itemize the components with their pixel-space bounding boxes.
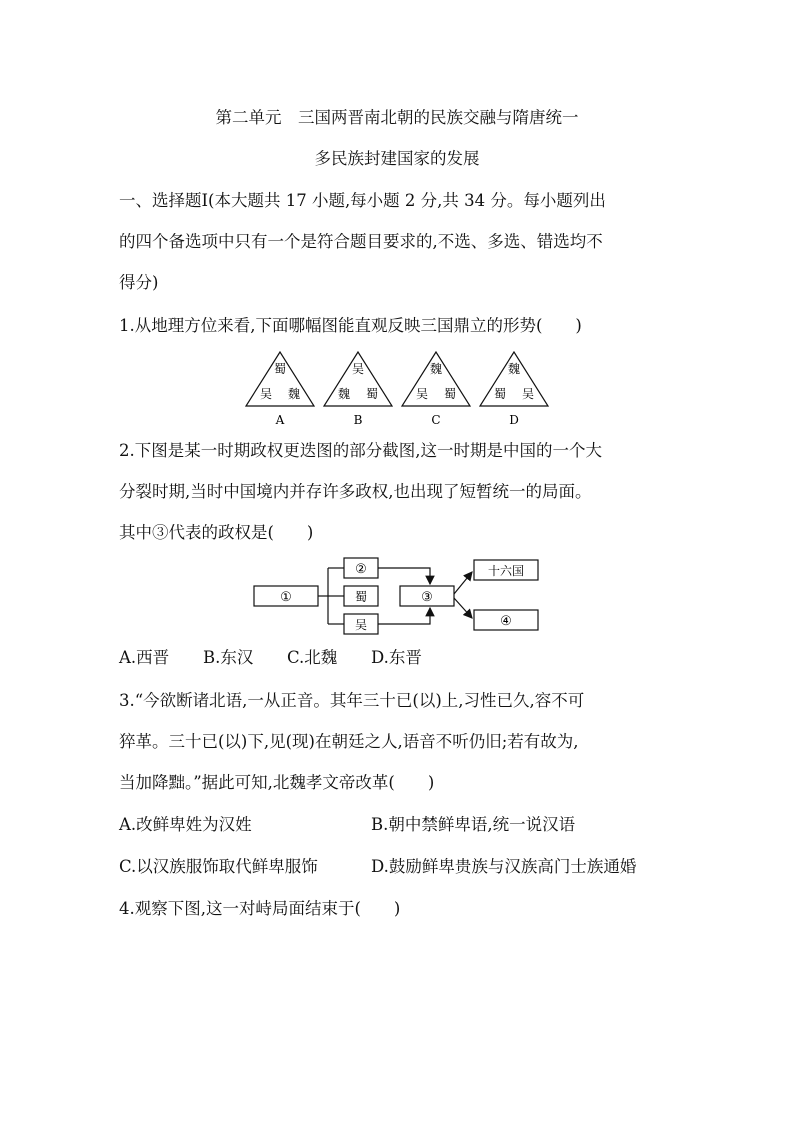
node-3-label: ③	[421, 590, 433, 605]
triangle-d-label: D	[509, 413, 519, 427]
triangle-c-left: 吴	[415, 387, 429, 401]
triangle-option-b	[324, 352, 392, 427]
question-2-diagram	[250, 552, 550, 638]
triangle-c-top: 魏	[429, 362, 443, 376]
sixteen-kingdoms-label: 十六国	[487, 564, 525, 578]
wu-label: 吴	[354, 618, 368, 632]
triangle-c-right: 蜀	[443, 387, 457, 401]
triangle-d-right: 吴	[521, 387, 535, 401]
triangle-b-top: 吴	[351, 362, 365, 376]
triangle-option-d	[480, 352, 548, 427]
triangle-c-label: C	[431, 413, 441, 427]
shu-label: 蜀	[354, 590, 368, 604]
triangle-b-right: 蜀	[365, 387, 379, 401]
node-4-label: ④	[500, 614, 512, 629]
question-1-stem: 1.从地理方位来看,下面哪幅图能直观反映三国鼎立的形势( )	[119, 316, 582, 335]
question-2-option-a: A.西晋	[119, 648, 170, 667]
triangle-a-top: 蜀	[273, 362, 287, 376]
node-2-label: ②	[355, 562, 367, 577]
question-2-line-2: 分裂时期,当时中国境内并存许多政权,也出现了短暂统一的局面。	[119, 482, 592, 501]
triangle-b-left: 魏	[337, 387, 351, 401]
node-1-label: ①	[280, 590, 292, 605]
question-2-option-d: D.东晋	[371, 648, 422, 667]
question-3-line-1: 3.“今欲断诸北语,一从正音。其年三十已(以)上,习性已久,容不可	[119, 691, 585, 710]
triangle-d-left: 蜀	[493, 387, 507, 401]
triangle-option-a	[246, 352, 314, 427]
question-2-option-c: C.北魏	[287, 648, 338, 667]
question-3-option-b: B.朝中禁鲜卑语,统一说汉语	[371, 815, 576, 834]
unit-title: 第二单元 三国两晋南北朝的民族交融与隋唐统一	[215, 108, 579, 127]
question-2-option-b: B.东汉	[203, 648, 254, 667]
question-3-line-2: 猝革。三十已(以)下,见(现)在朝廷之人,语音不听仍旧;若有故为,	[119, 732, 579, 751]
section-heading-line-3: 得分)	[119, 273, 159, 292]
question-1-figure	[238, 350, 558, 430]
triangle-a-right: 魏	[287, 387, 301, 401]
question-3-option-d: D.鼓励鲜卑贵族与汉族高门士族通婚	[371, 857, 637, 876]
unit-subtitle: 多民族封建国家的发展	[314, 149, 480, 168]
triangle-b-label: B	[353, 413, 363, 427]
section-heading-line-1: 一、选择题Ⅰ(本大题共 17 小题,每小题 2 分,共 34 分。每小题列出	[119, 191, 606, 210]
question-2-line-1: 2.下图是某一时期政权更迭图的部分截图,这一时期是中国的一个大	[119, 441, 602, 460]
triangle-a-label: A	[275, 413, 285, 427]
question-3-line-3: 当加降黜。”据此可知,北魏孝文帝改革( )	[119, 773, 435, 792]
section-heading-line-2: 的四个备选项中只有一个是符合题目要求的,不选、多选、错选均不	[119, 232, 603, 251]
question-3-option-a: A.改鲜卑姓为汉姓	[119, 815, 252, 834]
question-2-line-3: 其中③代表的政权是( )	[119, 523, 314, 542]
question-3-option-c: C.以汉族服饰取代鲜卑服饰	[119, 857, 318, 876]
triangle-a-left: 吴	[259, 387, 273, 401]
question-4-stem: 4.观察下图,这一对峙局面结束于( )	[119, 899, 401, 918]
triangle-option-c	[402, 352, 470, 427]
triangle-d-top: 魏	[507, 362, 521, 376]
